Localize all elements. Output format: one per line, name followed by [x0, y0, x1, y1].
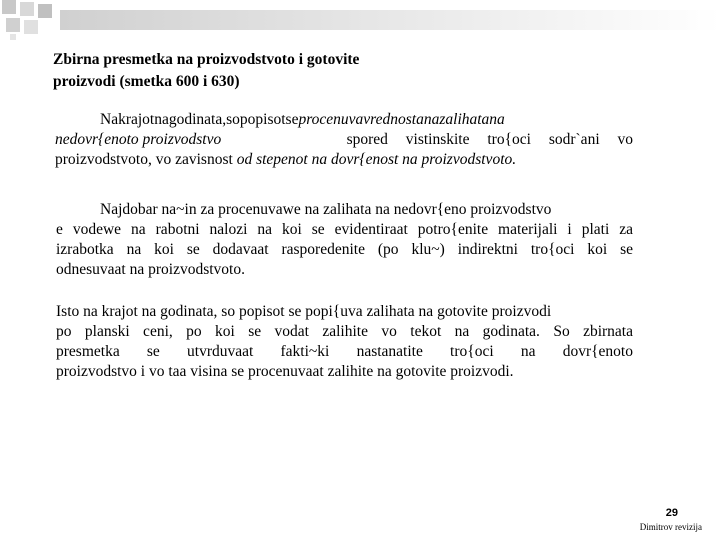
paragraph-2 — [56, 200, 633, 280]
author-footer: Dimitrov revizija — [639, 522, 702, 532]
page-title — [53, 49, 453, 93]
p1-line2-b: spored vistinskite tro{oci sodr`ani vo — [346, 131, 633, 148]
paragraph-3-line-4: proizvodstvo i vo taa visina se procenuvaat zalihite na gotovite proizvodi. — [56, 363, 514, 380]
paragraph-3 — [56, 302, 633, 382]
p1-line1-b: procenuvavrednostanazalihatana — [298, 111, 505, 128]
paragraph-1-line-3 — [55, 150, 633, 170]
paragraph-2-line-1 — [56, 200, 633, 220]
paragraph-2-line-2: e vodewe na rabotni nalozi na koi se evidentiraat potro{enite materijali i plati za — [56, 221, 633, 238]
paragraph-3-line-2: po planski ceni, po koi se vodat zalihite vo tekot na godinata. So zbirnata — [56, 323, 633, 340]
title-line-1: Zbirna presmetka na proizvodstvoto i gotovite — [53, 51, 360, 68]
paragraph-1 — [55, 110, 633, 170]
paragraph-2-line-4: odnesuvaat na proizvodstvoto. — [56, 261, 245, 278]
checker-decoration — [0, 0, 720, 40]
paragraph-1-line-1 — [55, 110, 633, 130]
p1-line3-b: od stepenot na dovr{enost na proizvodstvoto. — [236, 151, 517, 168]
p1-line2-a: nedovr{enoto proizvodstvo — [55, 131, 222, 148]
page-number: 29 — [665, 507, 678, 519]
paragraph-3-line-3: presmetka se utvrduvaat fakti~ki nastanatite tro{oci na dovr{enoto — [56, 343, 633, 360]
paragraph-1-line-2 — [55, 130, 633, 150]
p1-line3-a: proizvodstvoto, vo zavisnost — [55, 151, 233, 168]
p2-line1-text: Najdobar na~in za procenuvawe na zalihata na nedovr{eno proizvodstvo — [100, 201, 552, 218]
paragraph-3-line-1: Isto na krajot na godinata, so popisot se popi{uva zalihata na gotovite proizvodi — [56, 303, 552, 320]
paragraph-2-line-3: izrabotka na koi se dodavaat rasporedenite (po klu~) indirektni tro{oci koi se — [56, 241, 633, 258]
title-line-2: proizvodi (smetka 600 i 630) — [53, 73, 240, 90]
p1-line1-a: Nakrajotnagodinata,sopopisotse — [100, 111, 299, 128]
